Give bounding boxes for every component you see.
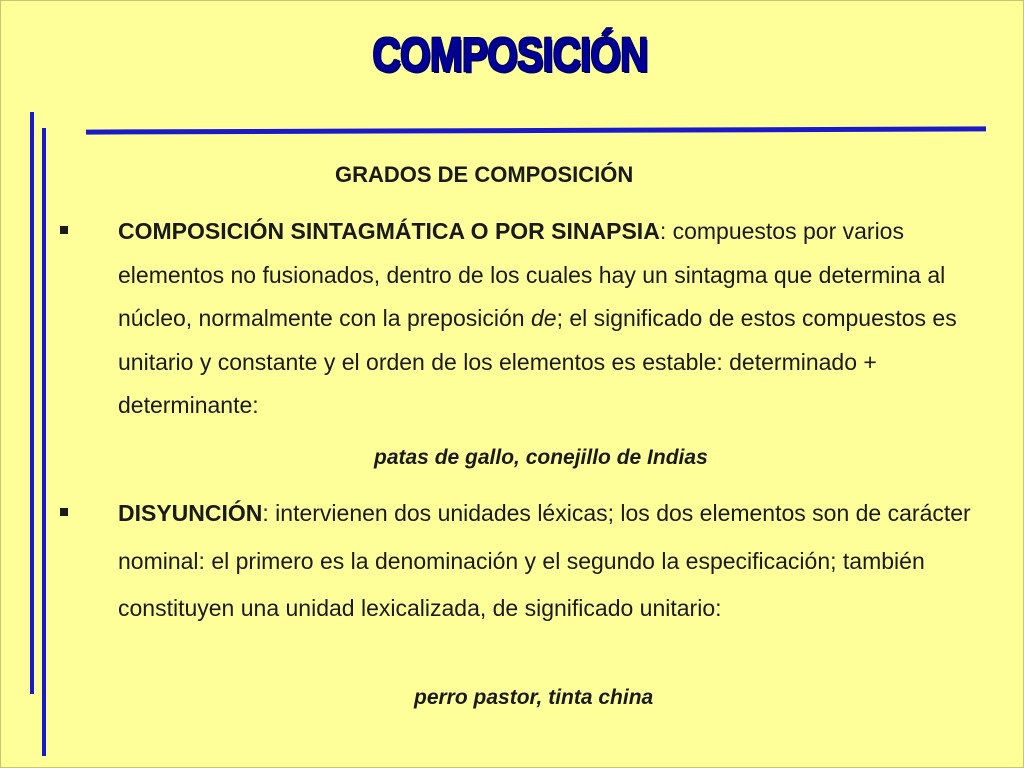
left-vertical-rule-inner [42,128,46,756]
paragraph-text-part-2: ; el significado de estos compuestos es unitario y constante y el orden de los elementos es estable: determinado + determinante: [118,305,957,419]
paragraph-composicion-sintagmatica [118,210,998,428]
example-disyuncion: perro pastor, tinta china [414,686,654,709]
left-vertical-rule-outer [30,112,34,694]
example-composicion-sintagmatica: patas de gallo, conejillo de Indias [374,446,708,469]
paragraph-disyuncion [118,490,1008,633]
paragraph-text: : intervienen dos unidades léxicas; los dos elementos son de carácter nominal: el primero es la denominación y el segundo la especificación; también constituyen una unidad lexicalizada, de significado unitario: [118,500,971,621]
section-heading: GRADOS DE COMPOSICIÓN [335,162,634,187]
italic-word: de [530,305,557,332]
bullet-icon [60,226,68,234]
term-composicion-sintagmatica: COMPOSICIÓN SINTAGMÁTICA O POR SINAPSIA [118,218,660,244]
paragraph-text-part-1: : compuestos por varios elementos no fusionados, dentro de los cuales hay un sintagma que determina al núcleo, normalmente con la preposición [118,218,946,332]
term-disyuncion: DISYUNCIÓN [118,500,263,526]
bullet-icon [60,508,68,516]
slide-title: COMPOSICIÓN [372,29,648,82]
